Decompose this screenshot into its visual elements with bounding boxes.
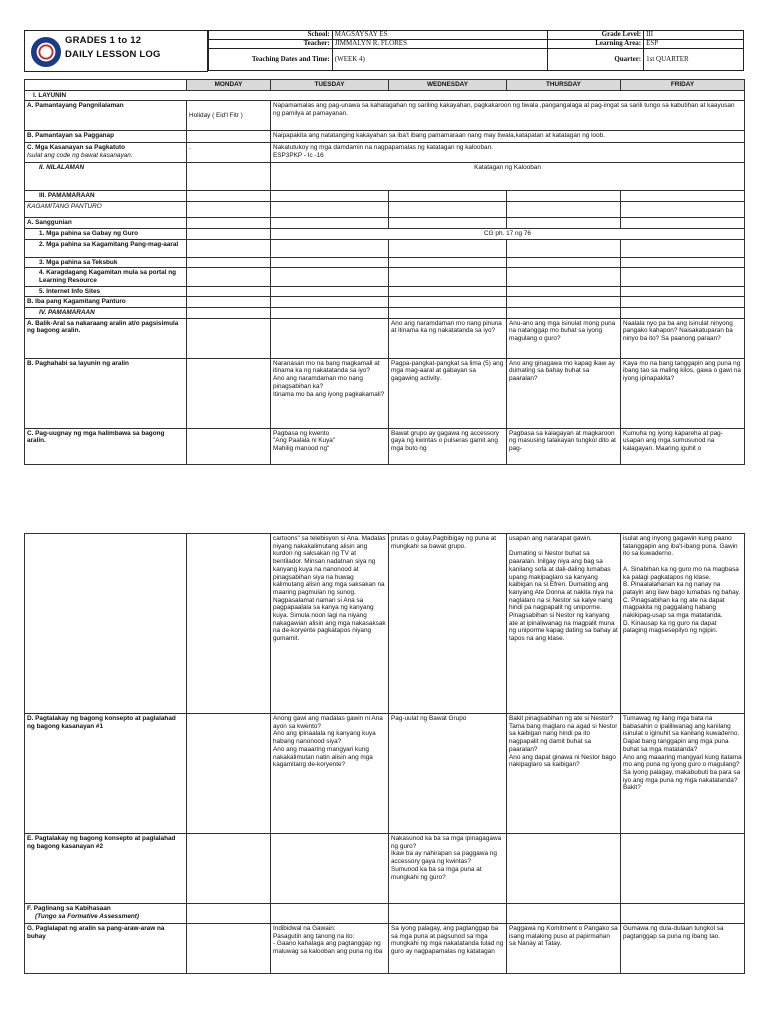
grade-label: Grade Level:: [548, 31, 644, 40]
paglinang-sub: (Tungo sa Formative Assessment): [35, 912, 140, 920]
nilalaman-text: Katatagan ng Kalooban: [271, 163, 745, 191]
day-tuesday: TUESDAY: [271, 80, 389, 91]
empty-cell: [507, 308, 621, 319]
row-label-pamamaraan: III. PAMAMARAAN: [25, 191, 187, 202]
area-value: ESP: [644, 40, 744, 49]
area-label: Learning Area:: [548, 40, 644, 49]
row-label-iba-pang-kagamitan: B. Iba pang Kagamitang Panturo: [25, 297, 187, 308]
quarter-label: Quarter:: [548, 49, 644, 71]
paglalapat-wednesday: Sa iyong palagay, ang pagtanggap ba sa mga puna at pagsunod sa mga mungkahi ng mga nakatatanda tulad ng guro ay nagpapamalas ng katatagan: [389, 924, 507, 974]
row-label-kagamitang-pang-mag-aaral: 2. Mga pahina sa Kagamitang Pang-mag-aaral: [25, 239, 187, 257]
empty-cell: [271, 297, 389, 308]
empty-cell: [621, 904, 745, 924]
day-wednesday: WEDNESDAY: [389, 80, 507, 91]
paglalapat-thursday: Paggawa ng Komitment o Pangako sa isang malaking puso at papirmahan sa Nanay at Tatay.: [507, 924, 621, 974]
row-label-sanggunian: A. Sanggunian: [25, 218, 187, 229]
pagtalakay-2-wednesday: Nakasunod ka ba sa mga ipinagagawa ng guro? Ikaw ba ay nahirapan sa paggawa ng accessory gaya ng kwintas? Sumunod ka ba sa mga puna at mungkahi ng guro?: [389, 834, 507, 904]
teacher-label: Teacher:: [209, 40, 333, 49]
row-label-pamantayang-pangnilalaman: A. Pamantayang Pangnilalaman: [25, 101, 187, 131]
empty-cell: [187, 924, 271, 974]
empty-cell: [507, 191, 621, 202]
row-label-pagtalakay-2: E. Pagtalakay ng bagong konsepto at paglalahad ng bagong kasanayan #2: [25, 834, 187, 904]
empty-cell: [187, 257, 271, 268]
row-label-iv-pamamaraan: IV. PAMAMARAAN: [25, 308, 187, 319]
empty-cell: [389, 297, 507, 308]
paghahabi-friday: Kaya mo na bang tanggapin ang puna ng ibang tao sa maling kilos, gawa o gawi na iyong ipinapakita?: [621, 358, 745, 428]
empty-cell: [187, 428, 271, 464]
empty-cell: [389, 904, 507, 924]
empty-cell: [271, 268, 389, 286]
paglalapat-friday: Gumawa ng dula-dulaan tungkol sa pagtanggap sa puna ng ibang tao.: [621, 924, 745, 974]
pag-uugnay-wednesday-p2: prutas o gulay.Pagbibigay ng puna at mungkahi sa bawat grupo.: [389, 534, 507, 714]
empty-cell: [187, 218, 271, 229]
paghahabi-wednesday: Pagpa-pangkat-pangkat sa lima (5) ang mga mag-aaral at gabayan sa gagawing activity.: [389, 358, 507, 428]
row-label-paglalapat: G. Paglalapat ng aralin sa pang-araw-araw na buhay: [25, 924, 187, 974]
empty-cell: [621, 834, 745, 904]
pag-uugnay-thursday-p1: Pagbasa sa kalagayan at magkaroon ng masusing talakayan tungkol dito at pag-: [507, 428, 621, 464]
kasanayan-sub: Isulat ang code ng bawat kasanayan.: [27, 152, 133, 160]
kasanayan-monday: .: [187, 143, 271, 163]
paglinang-label: F. Paglinang sa Kabihasaan: [27, 905, 111, 912]
row-label-mga-kasanayan: [25, 143, 187, 163]
empty-cell: [187, 318, 271, 358]
empty-cell: [507, 286, 621, 297]
pag-uugnay-wednesday-p1: Bawat grupo ay gagawa ng accessory gaya ng kwintas o pulseras gamit ang mga buto ng: [389, 428, 507, 464]
school-value: MAGSAYSAY ES: [332, 31, 548, 40]
gabay-ng-guro-text: CG ph. 17 ng 76: [271, 228, 745, 239]
lesson-table-page-2: [24, 533, 745, 974]
empty-cell: [187, 202, 271, 218]
paghahabi-tuesday: Naranasan mo na bang magkamali at itinama ka ng nakatatanda sa iyo? Ano ang naramdaman mo nang pinagsabihan ka? Itinama mo ba ang iyong pagkakamali?: [271, 358, 389, 428]
row-label-pag-uugnay: C. Pag-uugnay ng mga halimbawa sa bagong aralin.: [25, 428, 187, 464]
empty-cell: [271, 202, 389, 218]
row-label-kagamitang-panturo: KAGAMITANG PANTURO: [25, 202, 187, 218]
empty-cell: [507, 904, 621, 924]
day-thursday: THURSDAY: [507, 80, 621, 91]
empty-cell: [621, 308, 745, 319]
row-label-internet-info-sites: 5. Internet Info Sites: [25, 286, 187, 297]
empty-cell: [187, 239, 271, 257]
empty-cell: [187, 191, 271, 202]
page-1: [0, 0, 768, 485]
kasanayan-description: Nakatutukoy ng mga damdamin na nagpapamalas ng katatagan ng kalooban.: [273, 144, 493, 152]
empty-cell: [271, 257, 389, 268]
empty-cell: [187, 308, 271, 319]
grade-value: III: [644, 31, 744, 40]
page-2: [0, 530, 768, 1024]
row-label-gabay-ng-guro: 1. Mga pahina sa Gabay ng Guro: [25, 228, 187, 239]
day-monday: MONDAY: [187, 80, 271, 91]
empty-cell: [621, 257, 745, 268]
empty-cell: [389, 218, 507, 229]
empty-cell: [507, 834, 621, 904]
empty-cell: [187, 228, 271, 239]
teacher-value: JIMMALYN R. FLORES: [332, 40, 548, 49]
title-box: [24, 30, 208, 72]
empty-cell: [621, 202, 745, 218]
page-gap: [0, 485, 768, 530]
corner-cell: [25, 80, 187, 91]
pagtalakay-1-tuesday: Anong gawi ang madalas gawin ni Ana ayon sa kwento? Ano ang ipinaalala ng kanyang kuya habang nanonood siya? Ano ang maaaring mangyari kung nakakalimutan natin alisin ang mga kagamitang de-koryente?: [271, 714, 389, 834]
kasanayan-code: ESP3PKP - Ic -16: [273, 152, 324, 160]
empty-cell: [507, 239, 621, 257]
pagtalakay-1-friday: Tumawag ng ilang mga bata na babasahin o ipaliliwanag ang kanilang isinulat o iginuhit sa kanilang kuwaderno. Dapat bang tanggapin ang mga puna buhat sa mga matatanda? Ano ang maaaring mangyari kung itatama mo ang puna ng iyong guro o magulang? Sa iyong palagay, makabubuti ba para sa iyo ang mga puna ng mga nakatatanda? Bakit?: [621, 714, 745, 834]
empty-cell: [389, 286, 507, 297]
empty-cell: [271, 191, 389, 202]
pag-uugnay-tuesday-p1: Pagbasa ng kwento "Ang Paalala ni Kuya" Mahilig manood ng": [271, 428, 389, 464]
empty-cell: [507, 297, 621, 308]
empty-cell: [187, 358, 271, 428]
pag-uugnay-thursday-p2: usapan ang nararapat gawin. Dumating si Nestor buhat sa paaralan. Inilgay niya ang bag sa kanilang sofa at dali-daling lumabas upang makipaglaro sa kanyang kaibigan na si Efren. Dumating ang kanyang Ate Donna at nakita niya na naglalaro na si Nestor sa kalye nang hindi pa nagpapalit ng uniporme. Pinagsabihan si Nestor ng kanyang ate at ipinaliwanag na magpalit muna ng uniporme kapag dating sa bahay at tapos na ang klase.: [507, 534, 621, 714]
empty-cell: [187, 534, 271, 714]
row-label-pamantayan-sa-pagganap: B. Pamantayan sa Pagganap: [25, 131, 187, 143]
pamantayan-sa-pagganap-text: Naipapakita ang natatanging kakayahan sa iba't ibang pamamaraan nang may tiwala,katapatan at katatagan ng loob.: [271, 131, 745, 143]
empty-cell: [187, 904, 271, 924]
empty-cell: [187, 714, 271, 834]
empty-cell: [389, 202, 507, 218]
row-label-learning-resource: 4. Karagdagang Kagamitan mula sa portal ng Learning Resource: [25, 268, 187, 286]
row-label-paglinang: [25, 904, 187, 924]
empty-cell: [621, 286, 745, 297]
empty-cell: [271, 286, 389, 297]
paglalapat-tuesday: Indibidwal na Gawain: Pasagutin ang tanong na ito: - Gaano kahalaga ang pagtanggap ng maluwag sa kalooban ang puna ng iba: [271, 924, 389, 974]
empty-cell: [389, 308, 507, 319]
empty-cell: [187, 286, 271, 297]
balik-aral-friday: Naalala nyo pa ba ang isinulat ninyong pangako kahapon? Naisakatuparan ba ninyo ba ito? Sa paanong paraan?: [621, 318, 745, 358]
pagtalakay-1-wednesday: Pag-uulat ng Bawat Grupo: [389, 714, 507, 834]
info-table: [208, 30, 744, 71]
row-label-pagtalakay-1: D. Pagtalakay ng bagong konsepto at paglalahad ng bagong kasanayan #1: [25, 714, 187, 834]
empty-cell: [621, 191, 745, 202]
row-label-balik-aral: A. Balik-Aral sa nakaraang aralin at/o pagsisimula ng bagong aralin.: [25, 318, 187, 358]
empty-cell: [389, 239, 507, 257]
kasanayan-label: C. Mga Kasanayan sa Pagkatuto: [27, 144, 126, 152]
balik-aral-wednesday: Ano ang naramdaman mo nang pinuna at itinama ka ng nakatatanda sa iyo?: [389, 318, 507, 358]
empty-cell: [187, 297, 271, 308]
monday-holiday: Holiday ( Eid'l Fitr ): [187, 101, 271, 131]
pag-uugnay-friday-p2: isulat ang inyong gagawin kung paano tatanggapin ang iba't-ibang puna. Gawin ito sa kuwaderno. A. Sinabihan ka ng guro mo na magbasa ka palagi pagkatapos ng klase. B. Pinaalalahanan ka ng nanay na patayin ang ilaw bago lumabas ng bahay. C. Pinagsabihan ka ng ate na dapat magpakita ng paggalang habang nakikipag-usap sa mga matatanda. D. Kinausap ka ng guro na dapat palaging magsesepilyo ng ngipin.: [621, 534, 745, 714]
empty-cell: [621, 297, 745, 308]
empty-cell: [507, 218, 621, 229]
empty-cell: [271, 904, 389, 924]
deped-seal-icon: [31, 37, 61, 67]
empty-cell: [271, 308, 389, 319]
school-label: School:: [209, 31, 333, 40]
empty-cell: [271, 318, 389, 358]
day-friday: FRIDAY: [621, 80, 745, 91]
pagtalakay-1-thursday: Bakit pinagsabihan ng ate si Nestor? Tama bang maglaro na agad si Nestor sa kaibigan nang hindi pa ito nagpapalit ng damit buhat sa paaralan? Ano ang dapat ginawa ni Nestor bago nakipaglaro sa kaibigan?: [507, 714, 621, 834]
empty-cell: [25, 534, 187, 714]
empty-cell: [271, 239, 389, 257]
row-label-paghahabi: B. Paghahabi sa layunin ng aralin: [25, 358, 187, 428]
empty-cell: [507, 257, 621, 268]
empty-cell: [621, 268, 745, 286]
row-label-nilalaman: II. NILALAMAN: [25, 163, 187, 191]
section-layunin: I. LAYUNIN: [25, 90, 745, 101]
header: [24, 30, 744, 72]
lesson-table-page-1: [24, 79, 745, 465]
empty-cell: [389, 191, 507, 202]
pag-uugnay-friday-p1: Kumuha ng iyong kapareha at pag-usapan ang mga sumusunod na kalagayan. Maaring iguhit o: [621, 428, 745, 464]
empty-cell: [389, 268, 507, 286]
paghahabi-thursday: Ano ang ginagawa mo kapag ikaw ay dumating sa bahay buhat sa paaralan?: [507, 358, 621, 428]
empty-cell: [389, 257, 507, 268]
empty-cell: [187, 131, 271, 143]
empty-cell: [187, 163, 271, 191]
empty-cell: [187, 834, 271, 904]
empty-cell: [621, 239, 745, 257]
empty-cell: [271, 834, 389, 904]
empty-cell: [507, 202, 621, 218]
kasanayan-text: [271, 143, 745, 163]
title-line-2: DAILY LESSON LOG: [65, 49, 161, 60]
balik-aral-thursday: Anu-ano ang mga isinulat mong puna na natanggap mo buhat sa iyong magulang o guro?: [507, 318, 621, 358]
title-line-1: GRADES 1 to 12: [65, 35, 142, 46]
row-label-teksbuk: 3. Mga pahina sa Teksbuk: [25, 257, 187, 268]
pag-uugnay-tuesday-p2: cartoons" sa telebisyon si Ana. Madalas niyang nakakalimutang alisin ang kurdon ng saksakan ng TV at bentilador. Minsan nadatnan siya ng kanyang kuya na nanonood at pinagsabihan siya na huwag kalimutang alisin ang mga saksakan na maaring pagmulan ng sunog. Nagpasalamat naman si Ana sa pagpapaalala sa kanya ng kanyang kuya. Simula noon lagi na niyang nakagawian alisin ang mga nakasaksak na de-koryente pagkatapos niyang gumamit.: [271, 534, 389, 714]
quarter-value: 1st QUARTER: [644, 49, 744, 71]
pamantayang-pangnilalaman-text: Napamamalas ang pag-unawa sa kahalagahan ng sariling kakayahan, pagkakaroon ng tiwala ,pangangalaga at pag-iingat sa sarili tungo sa kabutihan at kaayusan ng pamilya at pamayanan.: [271, 101, 745, 131]
empty-cell: [621, 218, 745, 229]
empty-cell: [187, 268, 271, 286]
dates-value: (WEEK 4): [332, 49, 548, 71]
empty-cell: [271, 218, 389, 229]
dates-label: Teaching Dates and Time:: [209, 49, 333, 71]
empty-cell: [507, 268, 621, 286]
